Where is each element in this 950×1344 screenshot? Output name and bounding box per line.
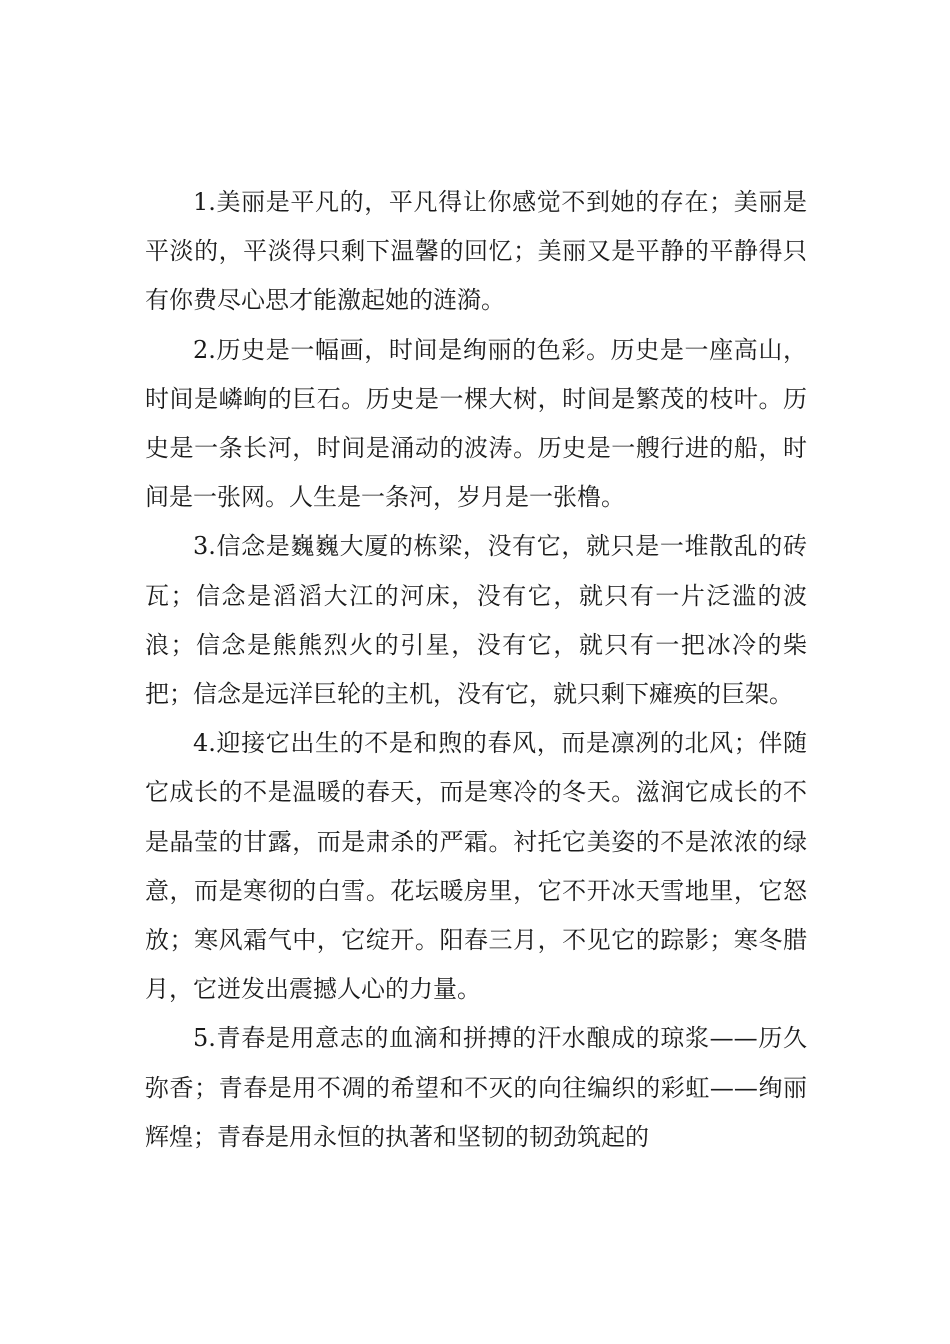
document-body bbox=[145, 178, 807, 1162]
paragraph-3: 3.信念是巍巍大厦的栋梁，没有它，就只是一堆散乱的砖瓦；信念是滔滔大江的河床，没有它，就只有一片泛滥的波浪；信念是熊熊烈火的引星，没有它，就只有一把冰冷的柴把；信念是远洋巨轮的主机，没有它，就只剩下瘫痪的巨架。 bbox=[145, 532, 807, 709]
paragraph-1: 1.美丽是平凡的，平凡得让你感觉不到她的存在；美丽是平淡的，平淡得只剩下温馨的回忆；美丽又是平静的平静得只有你费尽心思才能激起她的涟漪。 bbox=[145, 188, 807, 315]
paragraph-4: 4.迎接它出生的不是和煦的春风，而是凛冽的北风；伴随它成长的不是温暖的春天，而是寒冷的冬天。滋润它成长的不是晶莹的甘露，而是肃杀的严霜。衬托它美姿的不是浓浓的绿意，而是寒彻的白雪。花坛暖房里，它不开冰天雪地里，它怒放；寒风霜气中，它绽开。阳春三月，不见它的踪影；寒冬腊月，它迸发出震撼人心的力量。 bbox=[145, 729, 807, 1004]
paragraph-2: 2.历史是一幅画，时间是绚丽的色彩。历史是一座高山，时间是嶙峋的巨石。历史是一棵大树，时间是繁茂的枝叶。历史是一条长河，时间是涌动的波涛。历史是一艘行进的船，时间是一张网。人生是一条河，岁月是一张橹。 bbox=[145, 335, 807, 512]
paragraph-5: 5.青春是用意志的血滴和拼搏的汗水酿成的琼浆——历久弥香；青春是用不凋的希望和不灭的向往编织的彩虹——绚丽辉煌；青春是用永恒的执著和坚韧的韧劲筑起的 bbox=[145, 1024, 807, 1151]
